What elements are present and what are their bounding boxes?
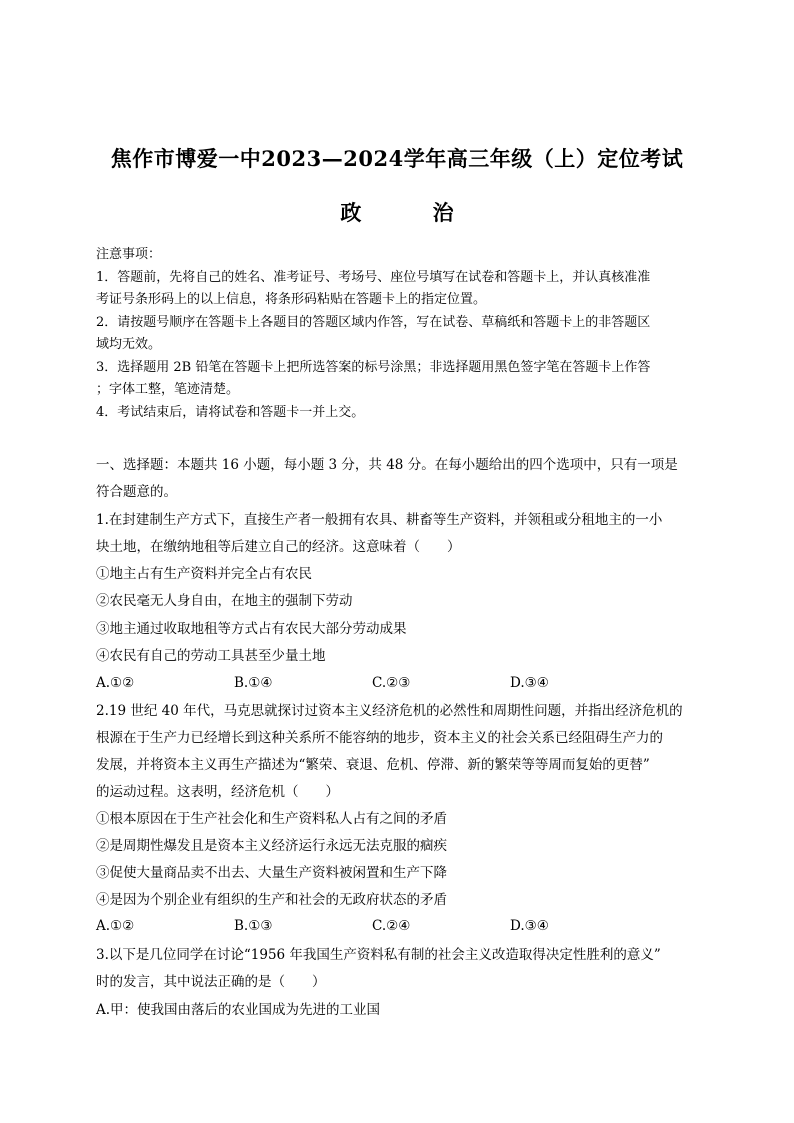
notes-line: 1．答题前，先将自己的姓名、准考证号、考场号、座位号填写在试卷和答题卡上，并认真核准准 [96, 269, 651, 285]
q2-stem: 2.19 世纪 40 年代，马克思就探讨过资本主义经济危机的必然性和周期性问题，并指出经济危机的 [96, 703, 683, 719]
exam-title: 焦作市博爱一中2023—2024学年高三年级（上）定位考试 [110, 146, 684, 171]
q1-statement: ③地主通过收取地租等方式占有农民大部分劳动成果 [96, 621, 407, 637]
q2-stem-cont: 发展，并将资本主义再生产描述为“繁荣、衰退、危机、停滞、新的繁荣等等周而复始的更替” [96, 757, 650, 773]
notes-line: 考证号条形码上的以上信息，将条形码粘贴在答题卡上的指定位置。 [96, 292, 487, 307]
q1-option-c: C.②③ [372, 675, 411, 691]
q2-statement: ②是周期性爆发且是资本主义经济运行永远无法克服的痼疾 [96, 838, 447, 854]
notes-line: 域均无效。 [96, 337, 162, 352]
section-heading-cont: 符合题意的。 [96, 484, 177, 500]
q1-statement: ②农民毫无人身自由，在地主的强制下劳动 [96, 593, 353, 609]
notes-line: 3．选择题用 2B 铅笔在答题卡上把所选答案的标号涂黑；非选择题用黑色签字笔在答题卡上作答 [96, 359, 651, 375]
q3-stem: 3.以下是几位同学在讨论“1956 年我国生产资料私有制的社会主义改造取得决定性胜利的意义” [96, 947, 661, 963]
notes-line: 2．请按题号顺序在答题卡上各题目的答题区域内作答，写在试卷、草稿纸和答题卡上的非答题区 [96, 314, 651, 330]
q1-stem: 1.在封建制生产方式下，直接生产者一般拥有农具、耕畜等生产资料，并领租或分租地主的一小 [96, 512, 663, 528]
q2-statement: ①根本原因在于生产社会化和生产资料私人占有之间的矛盾 [96, 811, 447, 827]
notes-heading: 注意事项： [96, 247, 162, 262]
q1-stem-cont: 块土地，在缴纳地租等后建立自己的经济。这意味着（ ） [96, 539, 461, 555]
q2-option-d: D.③④ [510, 918, 549, 934]
q2-statement: ③促使大量商品卖不出去、大量生产资料被闲置和生产下降 [96, 865, 447, 881]
q1-statement: ①地主占有生产资料并完全占有农民 [96, 566, 312, 582]
section-heading: 一、选择题：本题共 16 小题，每小题 3 分，共 48 分。在每小题给出的四个选项中，只有一项是 [96, 457, 678, 473]
notes-block [96, 244, 706, 424]
q2-option-c: C.②④ [372, 918, 411, 934]
q2-option-a: A.①② [96, 918, 135, 934]
q2-statement: ④是因为个别企业有组织的生产和社会的无政府状态的矛盾 [96, 892, 447, 908]
q1-statement: ④农民有自己的劳动工具甚至少量土地 [96, 648, 326, 664]
q1-option-a: A.①② [96, 675, 135, 691]
notes-line: ；字体工整，笔迹清楚。 [96, 382, 240, 397]
q2-option-b: B.①③ [234, 918, 273, 934]
notes-line: 4．考试结束后，请将试卷和答题卡一并上交。 [96, 404, 365, 420]
q1-option-b: B.①④ [234, 675, 273, 691]
q3-option-a: A.甲：使我国由落后的农业国成为先进的工业国 [96, 1002, 381, 1018]
q2-stem-cont: 的运动过程。这表明，经济危机（ ） [96, 784, 339, 800]
q2-stem-cont: 根源在于生产力已经增长到这种关系所不能容纳的地步，资本主义的社会关系已经阻碍生产力的 [96, 730, 663, 746]
q3-stem-cont: 时的发言，其中说法正确的是（ ） [96, 974, 326, 990]
subject-title: 政 治 [340, 200, 486, 225]
q1-option-d: D.③④ [510, 675, 549, 691]
